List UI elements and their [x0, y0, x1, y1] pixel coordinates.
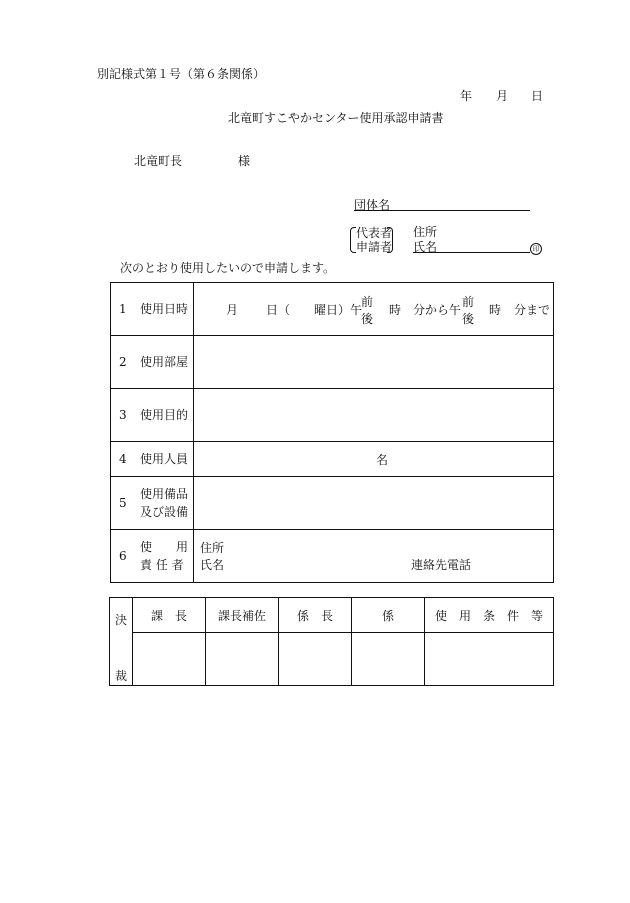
document-title: 北竜町すこやかセンター使用承認申請書: [228, 111, 444, 125]
group-name-line: [354, 210, 530, 211]
dt-hour-2: 時: [489, 303, 502, 317]
row-label-line2: 責 任 者: [140, 558, 184, 572]
row-number: 2: [119, 355, 127, 369]
row-label-cell: [111, 442, 194, 477]
group-name-label: 団体名: [354, 198, 391, 212]
approval-side-top: 決: [114, 613, 127, 627]
form-number: 別記様式第１号（第６条関係）: [97, 67, 266, 81]
applicant-address-label: 住所: [413, 225, 438, 239]
approval-header-row: [110, 598, 554, 633]
representative-label: 代表者: [356, 226, 393, 240]
seal-icon: 印: [530, 243, 542, 255]
responsible-address-label: 住所: [200, 541, 225, 555]
header-conditions: 使 用 条 件 等: [425, 598, 554, 633]
row-label: 使用部屋: [140, 355, 189, 369]
dt-weekday: 曜日）午: [314, 303, 363, 317]
stamp-subsection-chief[interactable]: [279, 633, 352, 686]
applicant-name-line: [413, 252, 530, 253]
date-day: 日: [531, 89, 544, 103]
intro-text: 次のとおり使用したいので申請します。: [120, 261, 336, 275]
applicant-name-label: 氏名: [413, 240, 438, 254]
date-month: 月: [496, 89, 509, 103]
row-label-cell: [111, 336, 194, 389]
row-label-cell: [111, 530, 194, 583]
people-unit: 名: [376, 453, 389, 467]
stamp-assistant-chief[interactable]: [206, 633, 279, 686]
row-number: 1: [119, 302, 127, 316]
datetime-field[interactable]: [194, 283, 554, 336]
approval-table: [109, 597, 554, 686]
dt-until: 分まで: [514, 303, 551, 317]
header-assistant-chief: 課長補佐: [206, 598, 279, 633]
header-section-chief: 課 長: [133, 598, 206, 633]
honorific: 様: [238, 154, 251, 168]
date-year: 年: [460, 89, 473, 103]
row-number: 3: [119, 408, 127, 422]
row-people: [111, 442, 554, 477]
applicant-label: 申請者: [356, 240, 393, 254]
dt-pm: 後: [361, 312, 374, 326]
row-label-cell: [111, 389, 194, 442]
row-label: [140, 538, 188, 574]
row-label: 使用人員: [140, 452, 189, 466]
responsible-name-label: 氏名: [200, 558, 225, 572]
row-label-cell: [111, 283, 194, 336]
conditions-field[interactable]: [425, 633, 554, 686]
dt-hour: 時: [389, 303, 402, 317]
equipment-field[interactable]: [194, 477, 554, 530]
row-label-line1: 使 用: [140, 540, 189, 554]
row-number: 6: [119, 549, 127, 563]
stamp-staff[interactable]: [352, 633, 425, 686]
addressee: 北竜町長: [134, 154, 183, 168]
people-field[interactable]: [194, 442, 554, 477]
row-label-line1: 使用備品: [140, 487, 189, 501]
dt-am-2: 前: [462, 295, 475, 309]
row-equipment: [111, 477, 554, 530]
dt-am: 前: [361, 295, 374, 309]
row-number: 4: [119, 452, 127, 466]
room-field[interactable]: [194, 336, 554, 389]
row-label: 使用目的: [140, 408, 189, 422]
seal-mark-wrap: [530, 241, 542, 255]
application-table: [110, 282, 554, 583]
approval-side-bottom: 裁: [114, 669, 127, 683]
dt-pm-2: 後: [462, 312, 475, 326]
row-label: [140, 485, 188, 521]
dt-month: 月: [226, 303, 239, 317]
row-room: [111, 336, 554, 389]
dt-from: 分から午: [413, 303, 462, 317]
row-number: 5: [119, 496, 127, 510]
stamp-section-chief[interactable]: [133, 633, 206, 686]
purpose-field[interactable]: [194, 389, 554, 442]
row-label-line2: 及び設備: [140, 505, 189, 519]
approval-stamp-row: [110, 633, 554, 686]
dt-day: 日（: [266, 303, 291, 317]
row-label: 使用日時: [140, 302, 189, 316]
responsible-field[interactable]: [194, 530, 554, 583]
responsible-phone-label: 連絡先電話: [411, 558, 472, 572]
header-staff: 係: [352, 598, 425, 633]
row-datetime: [111, 283, 554, 336]
header-subsection-chief: 係 長: [279, 598, 352, 633]
approval-side-label: [110, 598, 133, 686]
row-responsible: [111, 530, 554, 583]
row-label-cell: [111, 477, 194, 530]
row-purpose: [111, 389, 554, 442]
